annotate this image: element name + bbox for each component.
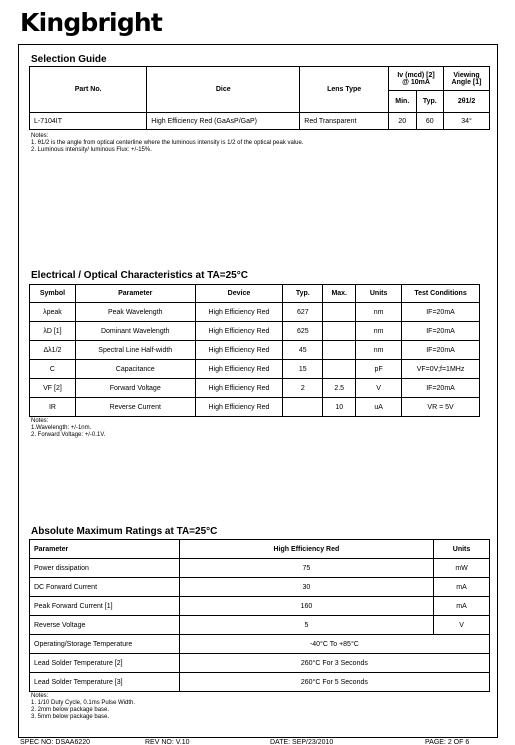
units-cell: mA — [434, 597, 490, 616]
page-footer — [20, 739, 498, 745]
note-line: 1.Wavelength: +/-1nm. — [31, 425, 92, 431]
value-cell: 30 — [179, 578, 433, 597]
absolute-notes — [31, 693, 135, 721]
table-row — [30, 597, 490, 616]
table-row — [30, 341, 480, 360]
header-max: Max. — [323, 285, 356, 303]
parameter-cell: Capacitance — [75, 360, 195, 379]
units-cell: V — [356, 379, 402, 398]
page-number: PAGE: 2 OF 6 — [425, 739, 470, 745]
typ-cell: 45 — [283, 341, 323, 360]
header-iv — [389, 67, 444, 91]
condition-cell: IF=20mA — [402, 322, 480, 341]
electrical-title: Electrical / Optical Characteristics at TA=25°C — [31, 270, 248, 281]
device-cell: High Efficiency Red — [195, 322, 283, 341]
parameter-cell: Peak Wavelength — [75, 303, 195, 322]
units-cell: nm — [356, 303, 402, 322]
note-line: 2. Forward Voltage: +/-0.1V. — [31, 432, 106, 438]
max-cell — [323, 341, 356, 360]
device-cell: High Efficiency Red — [195, 303, 283, 322]
condition-cell: IF=20mA — [402, 379, 480, 398]
device-cell: High Efficiency Red — [195, 341, 283, 360]
max-cell — [323, 360, 356, 379]
table-row — [30, 635, 490, 654]
typ-cell: 625 — [283, 322, 323, 341]
value-cell: 75 — [179, 559, 433, 578]
note-line: Notes: — [31, 693, 49, 699]
parameter-cell: Lead Solder Temperature [2] — [30, 654, 180, 673]
header-test-conditions: Test Conditions — [402, 285, 480, 303]
dice-cell: High Efficiency Red (GaAsP/GaP) — [147, 113, 300, 130]
condition-cell: VF=0V;f=1MHz — [402, 360, 480, 379]
parameter-cell: Reverse Current — [75, 398, 195, 417]
table-row — [30, 322, 480, 341]
parameter-cell: Forward Voltage — [75, 379, 195, 398]
device-cell: High Efficiency Red — [195, 398, 283, 417]
device-cell: High Efficiency Red — [195, 360, 283, 379]
header-viewing-angle: Viewing Angle [1] — [444, 67, 490, 91]
note-line: Notes: — [31, 418, 49, 424]
document-date: DATE: SEP/23/2010 — [270, 739, 334, 745]
condition-cell: VR = 5V — [402, 398, 480, 417]
max-cell: 2.5 — [323, 379, 356, 398]
units-cell: mA — [434, 578, 490, 597]
note-line: 2. 2mm below package base. — [31, 707, 110, 713]
header-parameter: Parameter — [30, 540, 180, 559]
units-cell: nm — [356, 341, 402, 360]
symbol-cell: IR — [30, 398, 76, 417]
parameter-cell: Peak Forward Current [1] — [30, 597, 180, 616]
units-cell: uA — [356, 398, 402, 417]
selection-notes — [31, 133, 304, 154]
typ-cell: 2 — [283, 379, 323, 398]
header-symbol: Symbol — [30, 285, 76, 303]
header-device: Device — [195, 285, 283, 303]
parameter-cell: Dominant Wavelength — [75, 322, 195, 341]
units-cell: V — [434, 616, 490, 635]
typ-cell: 627 — [283, 303, 323, 322]
parameter-cell: Reverse Voltage — [30, 616, 180, 635]
value-cell: -40°C To +85°C — [179, 635, 489, 654]
header-typ: Typ. — [416, 91, 444, 113]
value-cell: 260°C For 5 Seconds — [179, 673, 489, 692]
spec-number: SPEC NO: DSAA6220 — [20, 739, 91, 745]
header-units: Units — [434, 540, 490, 559]
header-parameter: Parameter — [75, 285, 195, 303]
symbol-cell: VF [2] — [30, 379, 76, 398]
lens-cell: Red Transparent — [300, 113, 389, 130]
iv-min-cell: 20 — [389, 113, 417, 130]
header-device: High Efficiency Red — [179, 540, 433, 559]
note-line: 2. Luminous intensity/ luminous Flux: +/-15%. — [31, 147, 152, 153]
header-units: Units — [356, 285, 402, 303]
parameter-cell: DC Forward Current — [30, 578, 180, 597]
electrical-table — [29, 284, 480, 417]
kingbright-logo: Kingbright — [20, 8, 163, 37]
parameter-cell: Spectral Line Half-width — [75, 341, 195, 360]
absolute-ratings-title: Absolute Maximum Ratings at TA=25°C — [31, 526, 218, 537]
value-cell: 160 — [179, 597, 433, 616]
table-row — [30, 360, 480, 379]
value-cell: 260°C For 3 Seconds — [179, 654, 489, 673]
header-min: Min. — [389, 91, 417, 113]
typ-cell: 15 — [283, 360, 323, 379]
absolute-ratings-table — [29, 539, 490, 692]
header-dice: Dice — [147, 67, 300, 113]
table-row — [30, 616, 490, 635]
parameter-cell: Lead Solder Temperature [3] — [30, 673, 180, 692]
table-row — [30, 398, 480, 417]
note-line: 1. θ1/2 is the angle from optical centerline where the luminous intensity is 1/2 of the optical peak value. — [31, 140, 304, 146]
table-row — [30, 559, 490, 578]
note-line: 3. 5mm below package base. — [31, 714, 110, 720]
device-cell: High Efficiency Red — [195, 379, 283, 398]
table-row — [30, 379, 480, 398]
header-part-no: Part No. — [30, 67, 147, 113]
condition-cell: IF=20mA — [402, 303, 480, 322]
table-row — [30, 673, 490, 692]
max-cell: 10 — [323, 398, 356, 417]
part-no-cell: L-7104IT — [30, 113, 147, 130]
symbol-cell: Δλ1/2 — [30, 341, 76, 360]
selection-guide-table — [29, 66, 490, 130]
units-cell: nm — [356, 322, 402, 341]
symbol-cell: λpeak — [30, 303, 76, 322]
header-iv-condition: @ 10mA — [402, 78, 430, 86]
condition-cell: IF=20mA — [402, 341, 480, 360]
header-angle-symbol: 2θ1/2 — [444, 91, 490, 113]
units-cell: pF — [356, 360, 402, 379]
units-cell: mW — [434, 559, 490, 578]
value-cell: 5 — [179, 616, 433, 635]
revision-number: REV NO: V.10 — [145, 739, 190, 745]
table-row — [30, 654, 490, 673]
angle-cell: 34° — [444, 113, 490, 130]
typ-cell — [283, 398, 323, 417]
max-cell — [323, 303, 356, 322]
table-row — [30, 578, 490, 597]
selection-guide-title: Selection Guide — [31, 54, 107, 65]
header-typ: Typ. — [283, 285, 323, 303]
parameter-cell: Operating/Storage Temperature — [30, 635, 180, 654]
electrical-notes — [31, 418, 105, 439]
symbol-cell: C — [30, 360, 76, 379]
note-line: 1. 1/10 Duty Cycle, 0.1ms Pulse Width. — [31, 700, 136, 706]
max-cell — [323, 322, 356, 341]
header-lens-type: Lens Type — [300, 67, 389, 113]
iv-typ-cell: 60 — [416, 113, 444, 130]
table-row — [30, 303, 480, 322]
note-line: Notes: — [31, 133, 49, 139]
symbol-cell: λD [1] — [30, 322, 76, 341]
parameter-cell: Power dissipation — [30, 559, 180, 578]
header-iv-label: Iv (mcd) [2] — [397, 71, 435, 79]
